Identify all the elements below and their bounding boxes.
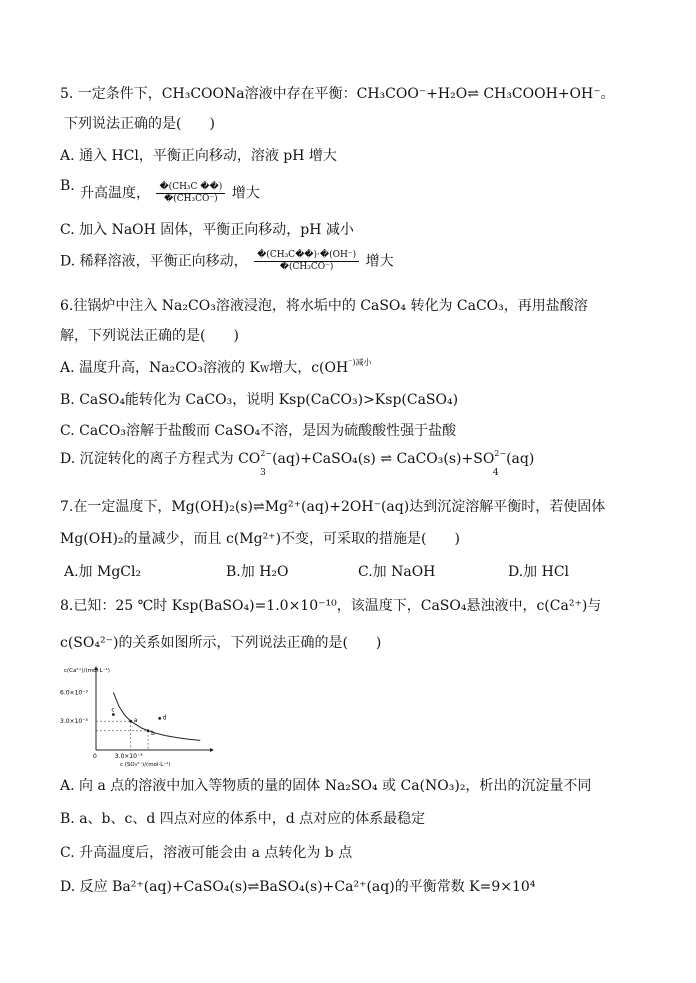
q5-option-d — [60, 250, 394, 273]
q6-stem-line1: 6.往锅炉中注入 Na₂CO₃溶液浸泡，将水垢中的 CaSO₄ 转化为 CaCO₃，再用盐酸溶 — [60, 298, 588, 314]
q5-option-b-text: 升高温度， — [80, 185, 150, 202]
solubility-curve — [113, 692, 200, 740]
q5-option-b-frac-num: �(CH₃C ��) — [156, 182, 225, 194]
q6-option-d — [60, 449, 535, 478]
q6-option-d-tail: (aq) — [506, 451, 535, 467]
q6-option-d-ion2-symbol: O — [482, 451, 495, 467]
q6-option-d-ion1-charge: 2− — [260, 449, 273, 458]
data-point-a — [129, 720, 132, 723]
q8-option-c: C. 升高温度后，溶液可能会由 a 点转化为 b 点 — [60, 845, 353, 861]
q5-option-b — [80, 182, 260, 205]
q8-option-a: A. 向 a 点的溶液中加入等物质的量的固体 Na₂SO₄ 或 Ca(NO₃)₂，析出的沉淀量不同 — [60, 778, 592, 794]
q8-option-b: B. a、b、c、d 四点对应的体系中，d 点对应的体系最稳定 — [60, 811, 426, 827]
q5-option-b-fraction — [156, 182, 225, 205]
q6-option-d-ion2 — [482, 449, 507, 478]
q6-option-a-sup: ⁻)减小 — [348, 358, 372, 367]
q5-option-b-frac-den: �(CH₃CO⁻) — [164, 194, 218, 204]
q6-option-d-ion2-charge: 2− — [494, 449, 507, 458]
q5-option-d-fraction — [254, 250, 359, 273]
q5-stem-line1: 5. 一定条件下，CH₃COONa溶液中存在平衡：CH₃COO⁻+H₂O⇌ CH₃COOH+OH⁻。 — [60, 86, 615, 102]
y-axis-label: c(Ca²⁺)/(mol·L⁻¹) — [64, 668, 110, 674]
q5-option-d-text: D. 稀释溶液，平衡正向移动， — [60, 253, 248, 270]
q6-option-d-ion1-sub: 3 — [260, 468, 266, 478]
q5-stem-line2: 下列说法正确的是( ) — [64, 116, 215, 132]
q6-option-d-head: D. 沉淀转化的离子方程式为 — [60, 451, 239, 467]
q8-stem-line2: c(SO₄²⁻)的关系如图所示，下列说法正确的是( ) — [60, 635, 382, 651]
q6-option-a-mid: 增大，c(OH — [269, 360, 349, 376]
data-point-label-b: b — [151, 729, 155, 737]
data-point-b — [147, 729, 150, 732]
q7-stem-line1: 7.在一定温度下，Mg(OH)₂(s)⇌Mg²⁺(aq)+2OH⁻(aq)达到沉淀溶解平衡时，若使固体 — [60, 499, 606, 515]
q7-stem-line2: Mg(OH)₂的量减少，而且 c(Mg²⁺)不变，可采取的措施是( ) — [60, 531, 460, 547]
y-tick-label: 6.0×10⁻³ — [60, 689, 88, 697]
q7-option-a: A.加 MgCl₂ — [64, 564, 142, 580]
q6-stem-line2: 解，下列说法正确的是( ) — [60, 328, 239, 344]
q6-option-a-main: A. 温度升高，Na₂CO₃溶液的 K — [60, 360, 260, 376]
y-tick-label: 3.0×10⁻³ — [60, 718, 88, 726]
data-point-c — [112, 713, 115, 716]
data-point-label-a: a — [133, 717, 138, 725]
q7-option-d: D.加 HCl — [508, 564, 570, 580]
q5-option-a: A. 通入 HCl，平衡正向移动，溶液 pH 增大 — [60, 148, 337, 164]
q6-option-c: C. CaCO₃溶解于盐酸而 CaSO₄不溶，是因为硫酸酸性强于盐酸 — [60, 423, 457, 439]
q5-option-d-frac-den: �(CH₃CO⁻) — [279, 262, 334, 272]
q6-option-a-sub: W — [259, 365, 270, 375]
q7-option-c: C.加 NaOH — [358, 564, 436, 580]
q8-chart — [56, 662, 226, 774]
q7-option-b: B.加 H₂O — [226, 564, 289, 580]
q6-option-d-mid: (aq)+CaSO₄(s) ⇌ CaCO₃(s)+S — [272, 451, 483, 467]
q8-option-d: D. 反应 Ba²⁺(aq)+CaSO₄(s)⇌BaSO₄(s)+Ca²⁺(aq)的平衡常数 K=9×10⁴ — [60, 879, 536, 895]
q6-option-d-ion1-symbol: CO — [238, 451, 261, 467]
q6-option-d-ion1 — [238, 449, 273, 478]
q6-option-b: B. CaSO₄能转化为 CaCO₃，说明 Ksp(CaCO₃)>Ksp(CaSO₄) — [60, 392, 459, 408]
q5-option-c: C. 加入 NaOH 固体，平衡正向移动，pH 减小 — [60, 222, 354, 238]
data-point-label-c: c — [111, 706, 115, 714]
q5-option-d-tail: 增大 — [365, 253, 394, 270]
x-tick-label: 3.0×10⁻³ — [114, 753, 143, 760]
x-axis-label: c (SO₄²⁻)/(mol·L⁻¹) — [120, 762, 171, 768]
x-axis-arrow — [210, 748, 214, 752]
q5-option-b-letter: B. — [60, 178, 75, 194]
q5-option-b-tail: 增大 — [231, 185, 260, 202]
data-point-d — [158, 717, 161, 720]
q5-option-d-frac-num: �(CH₃C��)·�(OH⁻) — [254, 250, 359, 262]
q6-option-d-ion2-sub: 4 — [492, 468, 499, 478]
q6-option-a — [60, 358, 372, 380]
q8-stem-line1: 8.已知：25 ℃时 Ksp(BaSO₄)=1.0×10⁻¹⁰，该温度下，CaSO₄悬浊液中，c(Ca²⁺)与 — [60, 598, 602, 614]
x-tick-label: 0 — [93, 753, 97, 760]
data-point-label-d: d — [162, 714, 167, 722]
